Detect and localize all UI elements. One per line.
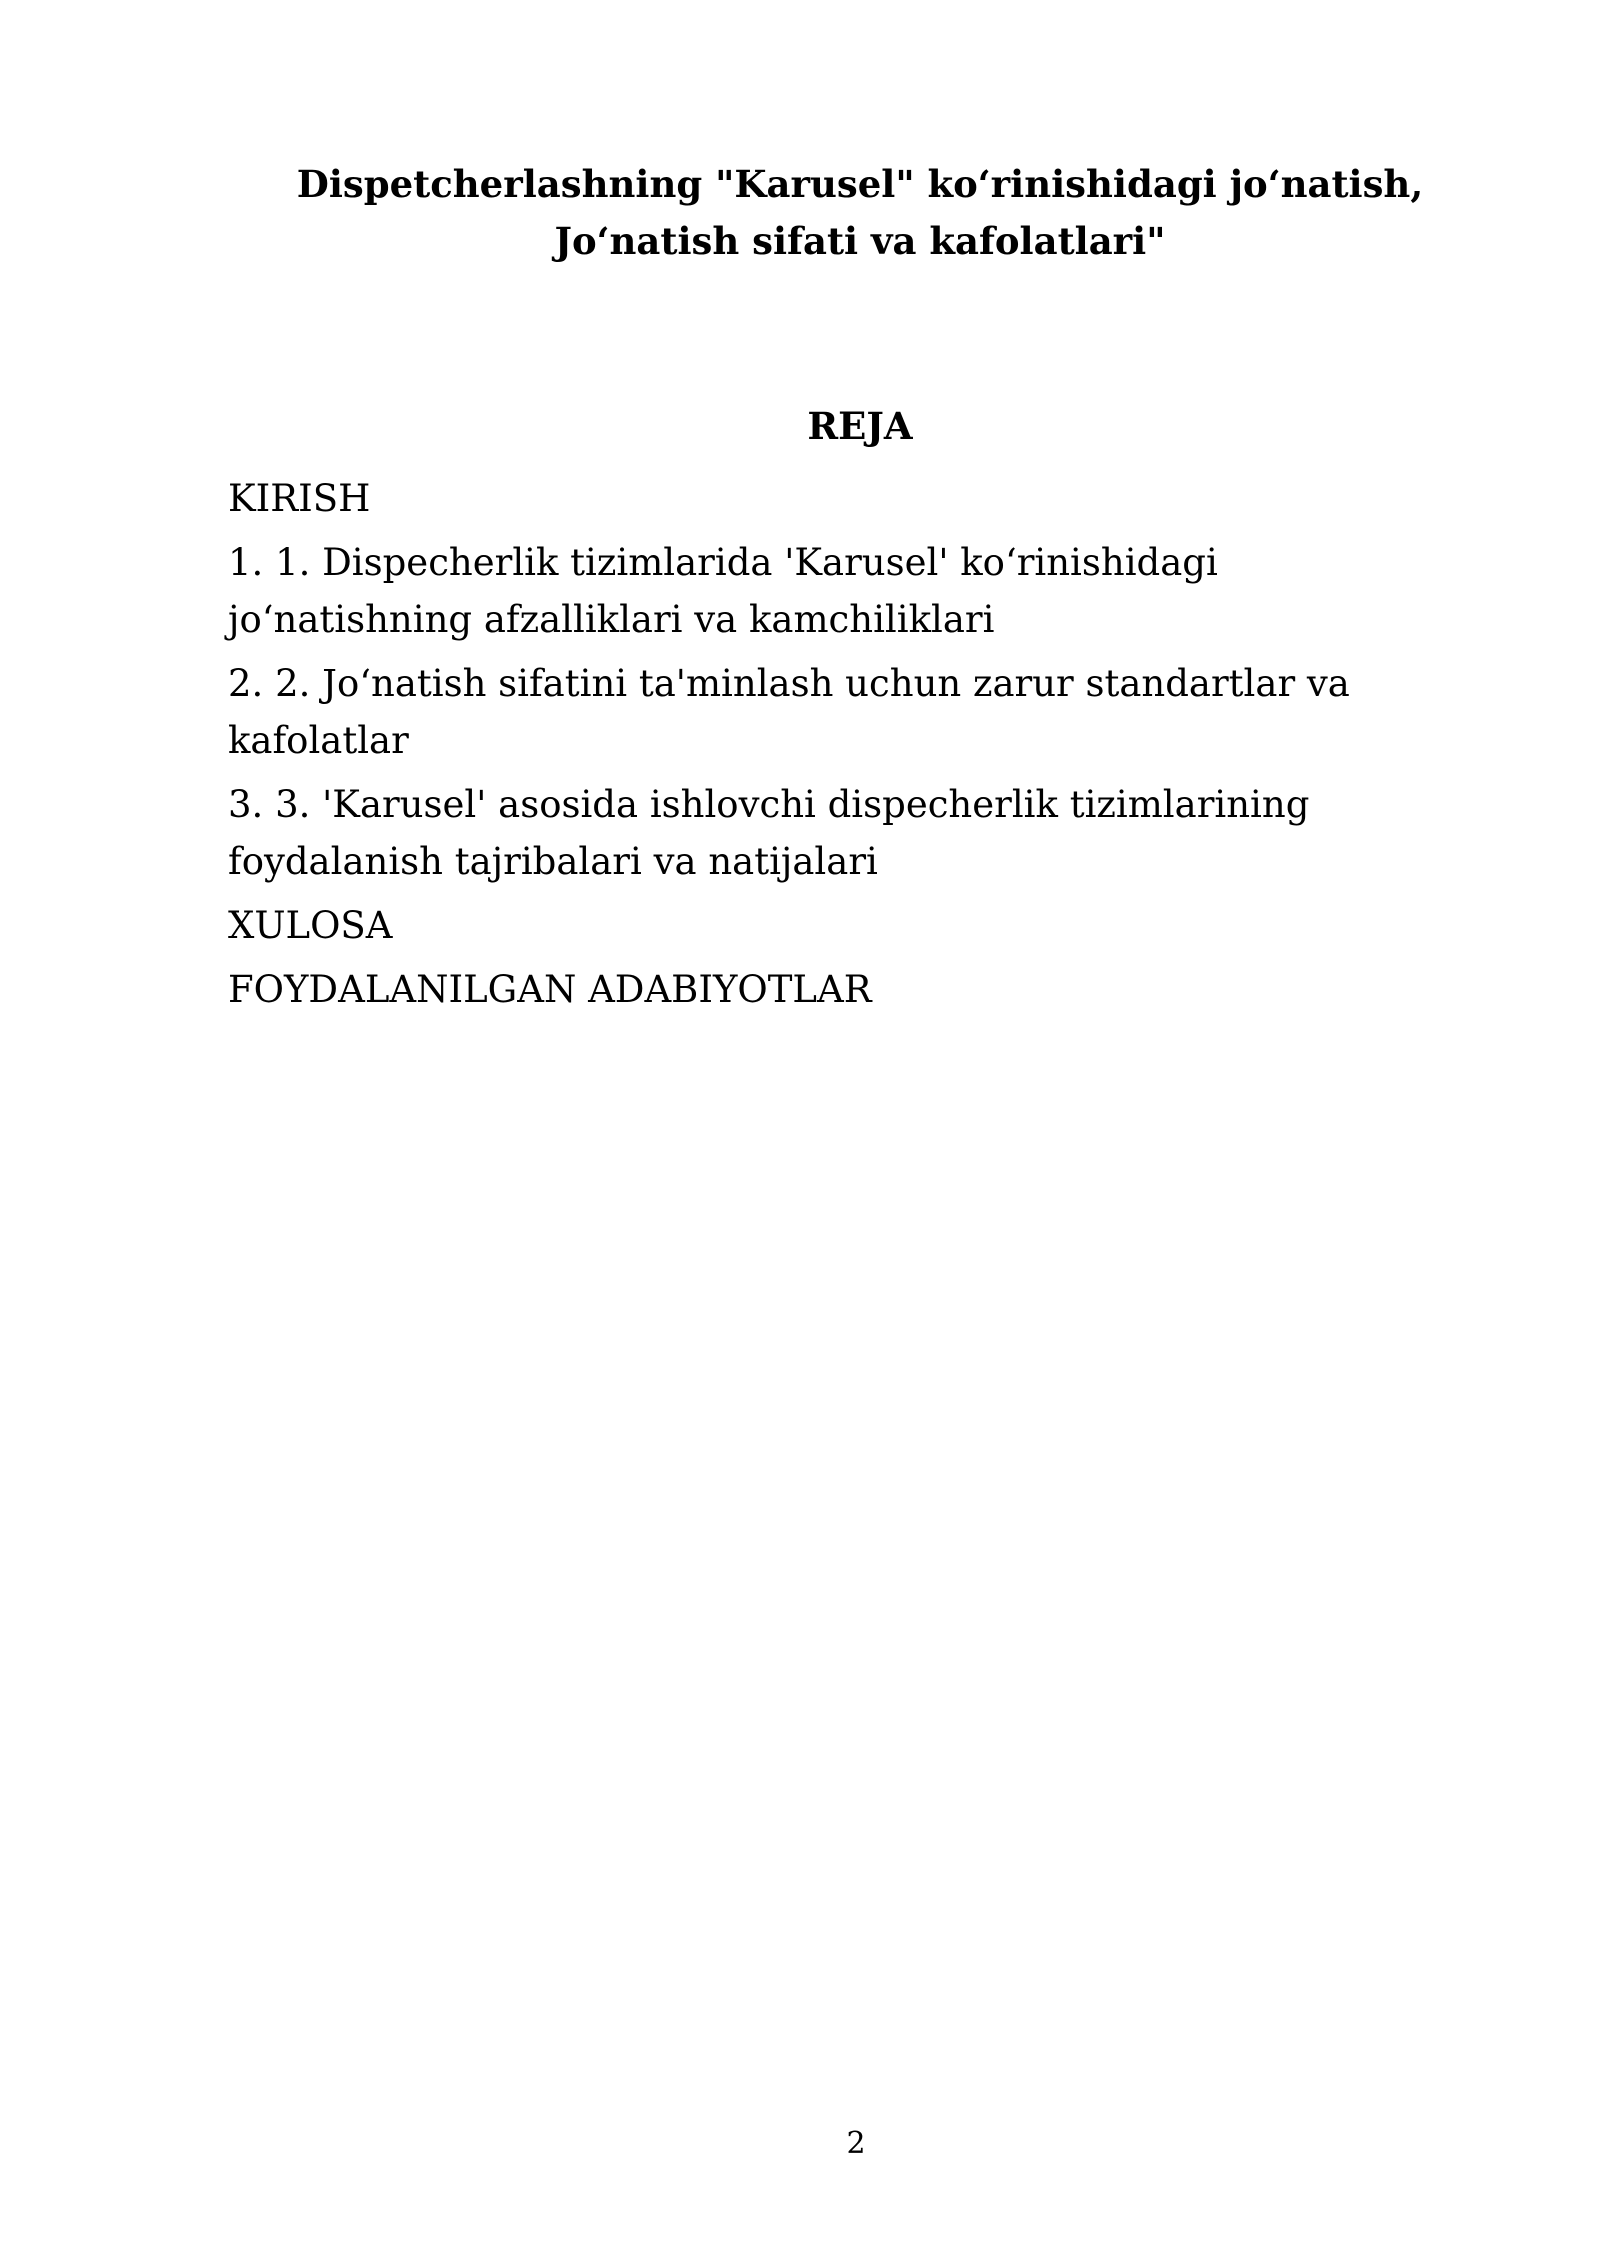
toc-item-section-3: 3. 3. 'Karusel' asosida ishlovchi dispecherlik tizimlarining foydalanish tajribalari va natijalari (228, 783, 1310, 883)
table-of-contents (228, 470, 1388, 1025)
document-title (228, 156, 1492, 270)
toc-item-section-2: 2. 2. Jo‘natish sifatini ta'minlash uchun zarur standartlar va kafolatlar (228, 662, 1350, 762)
title-line-2: Jo‘natish sifati va kafolatlari" (554, 219, 1166, 263)
plan-heading: REJA (807, 404, 913, 448)
toc-item-introduction: KIRISH (228, 477, 371, 520)
toc-item-references: FOYDALANILGAN ADABIYOTLAR (228, 968, 872, 1011)
title-line-1: Dispetcherlashning "Karusel" ko‘rinishidagi jo‘natish, (296, 162, 1424, 206)
toc-item-conclusion: XULOSA (228, 904, 393, 947)
toc-item-section-1: 1. 1. Dispecherlik tizimlarida 'Karusel' ko‘rinishidagi jo‘natishning afzalliklari va kamchiliklari (228, 541, 1218, 641)
page-number: 2 (846, 2126, 866, 2161)
